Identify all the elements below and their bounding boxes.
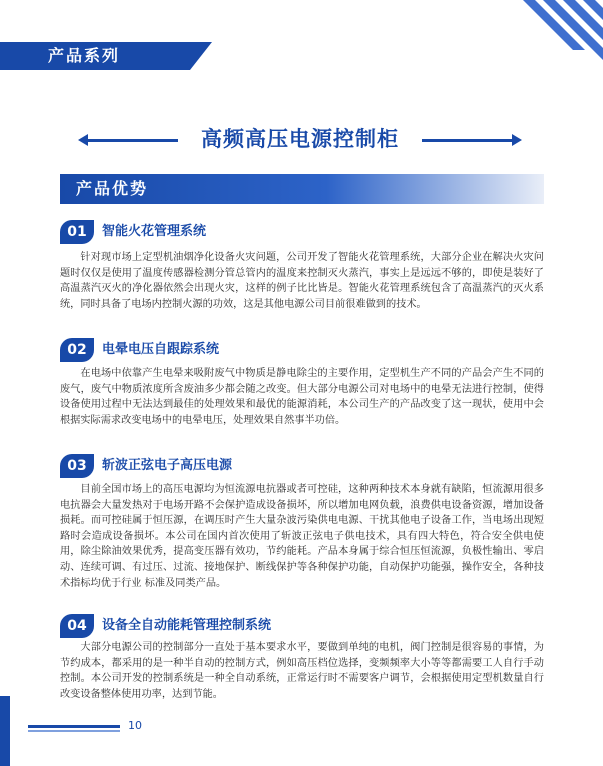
header-bar xyxy=(0,0,603,78)
page-title: 高频高压电源控制柜 xyxy=(201,127,399,151)
title-block xyxy=(60,118,540,162)
header-band-tail xyxy=(190,42,212,70)
advantages-band xyxy=(60,174,544,204)
page-number: 10 xyxy=(128,719,142,732)
section-3-body: 目前全国市场上的高压电源均为恒流源电抗器或者可控硅，这种两种技术本身就有缺陷，恒流源用很多电抗器会大量发热对于电场开路不会保护造成设备损坏，所以增加电网负载，浪费供电设备资源，增加设备损耗。而可控硅属于恒压源，在调压时产生大量杂波污染供电电源、干扰其他电子设备工作，当电场出现短路时会造成设备损坏。本公司在国内首次使用了斩波正弦电子供电技术，具有四大特色，符合安全供电使用，除尘除油效果优秀，提高变压器有效功，节约能耗。产品本身属于综合恒压恒流源，负极性输出、零启动、连续可调、有过压、过流、接地保护、断线保护等各种保护功能，自动保护功能强，操作安全，各种技术指标均优于行业 标准及同类产品。 xyxy=(60,484,544,589)
section-2-body: 在电场中依靠产生电晕来吸附废气中物质是静电除尘的主要作用，定型机生产不同的产品会产生不同的废气，废气中物质浓度所含废油多少都会随之改变。但大部分电源公司对电场中的电晕无法进行控制，使得设备使用过程中无法达到最佳的处理效果和最优的能源消耗，本公司生产的产品改变了这一现状，使用中会根据实际需求改变电场中的电晕电压，处理效果自然事半功倍。 xyxy=(60,368,544,426)
section-4-body: 大部分电源公司的控制部分一直处于基本要求水平，要做到单纯的电机，阀门控制是很容易的事情，为节约成本，都采用的是一种半自动的控制方式，例如高压档位选择，变频频率大小等等都需要工人自行手动控制。本公司开发的控制系统是一种全自动系统，正常运行时不需要客户调节，会根据使用定型机数量自行改变设备整体使用功率，达到节能。 xyxy=(60,642,544,700)
series-label: 产品系列 xyxy=(48,46,121,65)
section-title: 智能火花管理系统 xyxy=(102,224,207,239)
footer-line-secondary xyxy=(28,730,120,732)
advantages-label: 产品优势 xyxy=(76,179,149,198)
corner-stripes-decoration xyxy=(513,0,603,70)
left-edge-bar xyxy=(0,696,10,766)
section-number-badge: 04 xyxy=(60,614,94,638)
section-title: 斩波正弦电子高压电源 xyxy=(102,458,233,473)
section-1-body: 针对现市场上定型机油烟净化设备火灾问题，公司开发了智能火花管理系统，大部分企业在解决火灾问题时仅仅是使用了温度传感器检测分管总管内的温度来控制灭火蒸汽，事实上是远远不够的，即使是装好了高温蒸汽灭火的净化器依然会出现火灾，这样的例子比比皆是。智能火花管理系统包含了高温蒸汽的灭火系统，同时具备了电场内控制火源的功效，这是其他电源公司目前很难做到的技术。 xyxy=(60,252,544,310)
section-number-badge: 01 xyxy=(60,220,94,244)
section-number-badge: 02 xyxy=(60,338,94,362)
title-right-arrow xyxy=(422,139,512,142)
section-number-badge: 03 xyxy=(60,454,94,478)
section-title: 设备全自动能耗管理控制系统 xyxy=(102,618,272,633)
section-title: 电晕电压自跟踪系统 xyxy=(102,342,220,357)
footer-line xyxy=(28,725,120,728)
